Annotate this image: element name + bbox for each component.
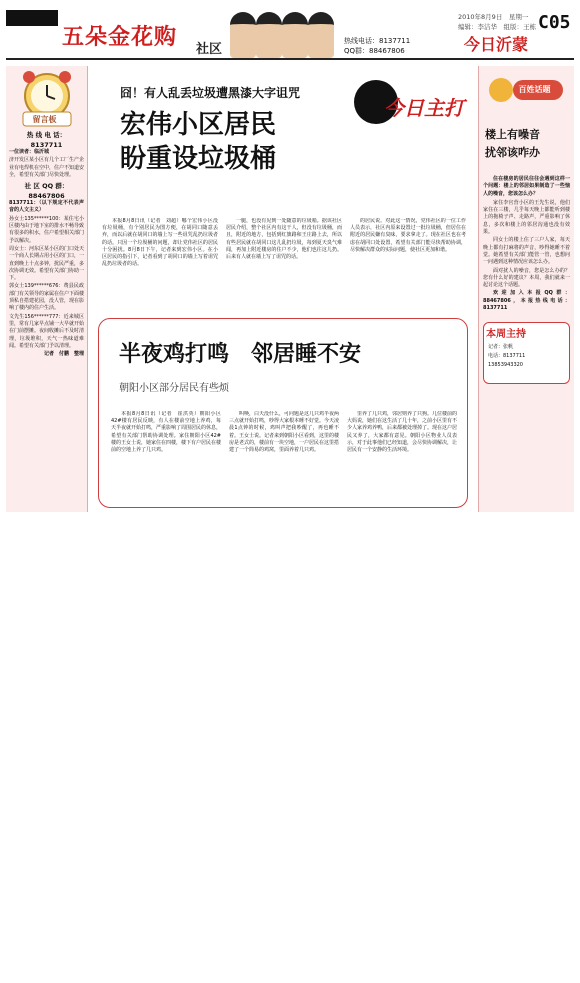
anchor-phone: 电话：8137711: [488, 353, 526, 360]
reader-message: 文先生156******777：近来城区里，常有几家早点铺一大早就开始在门前摆摊。夜间收摊后不及时清理，垃圾堆积，天气一热味道难闻。希望有关部门予以清理。: [9, 313, 85, 349]
topic-lead: 住在楼房的居民往往会遇到这样一个问题：楼上的邻居如果制造了一些恼人的噪音，您该怎么办？: [483, 176, 570, 197]
newspaper-page: [6, 6, 574, 514]
reader-message: 8137711：（以下规定不代表声音的人文主义）: [9, 200, 84, 214]
hosts-photo: [226, 8, 341, 58]
logo-text: 今日主打: [384, 96, 464, 120]
badge-label: 留言板: [32, 115, 57, 124]
article-paragraph: 一腿，也没有见到一处随意的垃圾箱。据该社区居民介绍，整个社区内有这干人，但没有垃圾桶，而且，附近的地方，包括到红旗路和王庄路上去，所以有些居民就在胡同口这儿乱扔垃圾，每到夏天臭气难闻，再加上附近楼房的住户不少，他们也往这儿扔。后来有人就在墙上写了诅咒的话。: [226, 218, 342, 261]
article-headline: [120, 108, 276, 176]
article-paragraph: 的居民说。对此这一情况，党伟社区的一位工作人员表示，社区内原来设置过一批垃圾桶，但居住在附近的居民嫌有臭味，要求拿走了。现在社区也在考虑在胡同口处设置，希望有关部门能尽快帮助协调，尽快解决群众的实际问题，使社区更加和谐。: [350, 218, 466, 253]
reader-line: 一位读者：临沂城: [9, 149, 50, 155]
dateline: [458, 12, 536, 32]
anchor-mobile: 13853943320: [488, 362, 523, 369]
hotline-info: [344, 36, 410, 56]
topic-title-line: 扰邻该咋办: [485, 146, 540, 159]
reader-message: 孙女士135******100：某住宅小区楼内由于地下室的排水不畅导致有很多的积水，住户希望相关部门予以解决。: [9, 215, 85, 244]
host-photo: [308, 12, 334, 58]
section-name: 今日沂蒙: [464, 35, 529, 54]
article-column: [102, 218, 218, 306]
secondary-article: [98, 318, 468, 508]
brand-title: 五朵金花购: [62, 24, 178, 50]
hotline-title: 热 线 电 话：: [26, 131, 67, 139]
article-paragraph: 本报8月8日讯（记者 刘超）哪个宏伟小区没有垃圾桶，有个别居民为图方便，在胡同口随意丢弃，而以后就在胡同口的墙上写一些诅咒乱扔垃圾者的话。只因一个垃圾桶的问题，却让党伟社区的居民十分困扰。8月8日下午，记者来到宏伟小区。在小区居民的指引下，记者看到了胡同口的墙上写着诅咒乱扔垃圾者的话。: [102, 218, 218, 268]
article-column: [111, 411, 221, 501]
column-logo: [354, 74, 464, 134]
host-photo: [256, 12, 282, 58]
phone-label: 热线电话：8137711: [344, 37, 411, 45]
anchor-label: 本周主持: [486, 329, 526, 341]
article-paragraph: 叫唤，白天没什么，可问题是这几只鸡半夜两三点就开始打鸣，吵得大家根本睡不好觉。今天凌晨1点钟的时候，鸡叫声把我吵醒了，再也睡不着。王女士说。记者来到朝阳小区看到，这里的楼房是老式的，楼前有一块空地，一户居民在这里搭建了一个简易的鸡窝，里面养着几只鸡。: [229, 411, 339, 454]
topic-invite: 欢迎加入本报QQ群：88467806，本报热线电话：8137711: [483, 290, 570, 312]
article-column: [229, 411, 339, 501]
topic-title-line: 楼上有噪音: [485, 128, 540, 141]
host-photo: [230, 12, 256, 58]
secondary-headline: 半夜鸡打鸣 邻居睡不安: [119, 342, 362, 367]
reader-message: 济开发区某小区有几个工厂生产企业有电焊机在空中，住户不知道安全，希望有关部门尽快处理。: [9, 157, 85, 178]
headline-line: 盼重设垃圾桶: [120, 144, 277, 174]
reader-message: 周女士：河东区某小区的门口处天一个商人长期占用小区的门口，一直到晚上十点多钟，扰民严重，多次协调无效。希望有关部门协助一下。: [9, 245, 85, 282]
topic-logo: [487, 70, 567, 110]
topic-paragraph: 同女士的楼上住了三户人家，每天晚上都有打麻将的声音，吵得她睡不着觉。她希望有关部门能管一管，也想问一问遇到这种情况应该怎么办。: [483, 237, 570, 266]
headline-line: 宏伟小区居民: [120, 110, 277, 140]
qq-label: QQ群：88467806: [344, 47, 405, 55]
topic-tag: 百姓话题: [518, 85, 551, 94]
secondary-body: [111, 411, 457, 501]
article-paragraph: 本报8月8日讯（记者 崔洪英）朝阳小区42#楼有居民反映，有人在楼前空地上养鸡，每天半夜就开始打鸣，严重影响了周围居民的休息，希望有关部门帮助协调处理。家住朝阳小区42#楼的王女士说，她家住在四楼，楼下有户居民在楼前的空地上养了几只鸡。: [111, 411, 221, 454]
hotline-number: 8137711: [30, 141, 63, 149]
qq-number: 88467806: [28, 192, 65, 201]
topic-paragraph: 家住李官营小区的王先生说，他们家住在三楼，几乎每天晚上都能听到楼上的拖椅子声、走路声，严重影响了休息，多次和楼上的邻居沟通也没有效果。: [483, 199, 570, 236]
host-photo: [282, 12, 308, 58]
article-column: [226, 218, 342, 306]
article-kicker: 囧！有人乱丢垃圾遭黑漆大字诅咒: [120, 86, 301, 100]
anchor-box: [483, 322, 570, 384]
secondary-subhead: 朝阳小区部分居民有些烦: [119, 383, 229, 394]
article-body: [102, 218, 466, 306]
anchor-reporter: 记者：张帆: [488, 344, 514, 351]
article-column: [347, 411, 457, 501]
brand-section-tag: 社区: [196, 42, 223, 57]
main-article: [92, 66, 474, 512]
black-tab: [6, 10, 58, 26]
date-text: 2010年8月9日 星期一: [458, 13, 529, 21]
topic-title: [485, 126, 570, 162]
qq-title: 社 区 QQ 群：: [24, 182, 69, 191]
editor-text: 编辑：李洁华 组版：王栋: [458, 23, 536, 31]
left-column: [6, 66, 88, 512]
page-code: C05: [538, 12, 571, 33]
clock-icon: [17, 68, 77, 128]
topic-paragraph: 面对扰人的噪音，您是怎么办的？您有什么好的建议？本周，我们就来一起讨论这个话题。: [483, 267, 570, 289]
masthead: [6, 6, 574, 60]
article-column: [350, 218, 466, 306]
right-column: [478, 66, 574, 512]
reader-message: 郭女士139******676：费县民政部门有关领导的家属在住户下面楼顶私自搭建花园，没人管，现在影响了楼内的住户生活。: [9, 283, 85, 312]
editor-credit: 记者 付鹏 整理: [43, 351, 84, 358]
article-paragraph: 里养了几只鸡，邻居则养了只狗。几位楼前的大妈说，她们在这生活了几十年，之前小区里有不少人家养鸡养鸭，后来都被处理掉了。现在这户居民又养了，大家都有意见。朝阳小区物业人员表示，对于此事他们已经知道，会尽快协调解决，让居民有一个安静的生活环境。: [347, 411, 457, 454]
